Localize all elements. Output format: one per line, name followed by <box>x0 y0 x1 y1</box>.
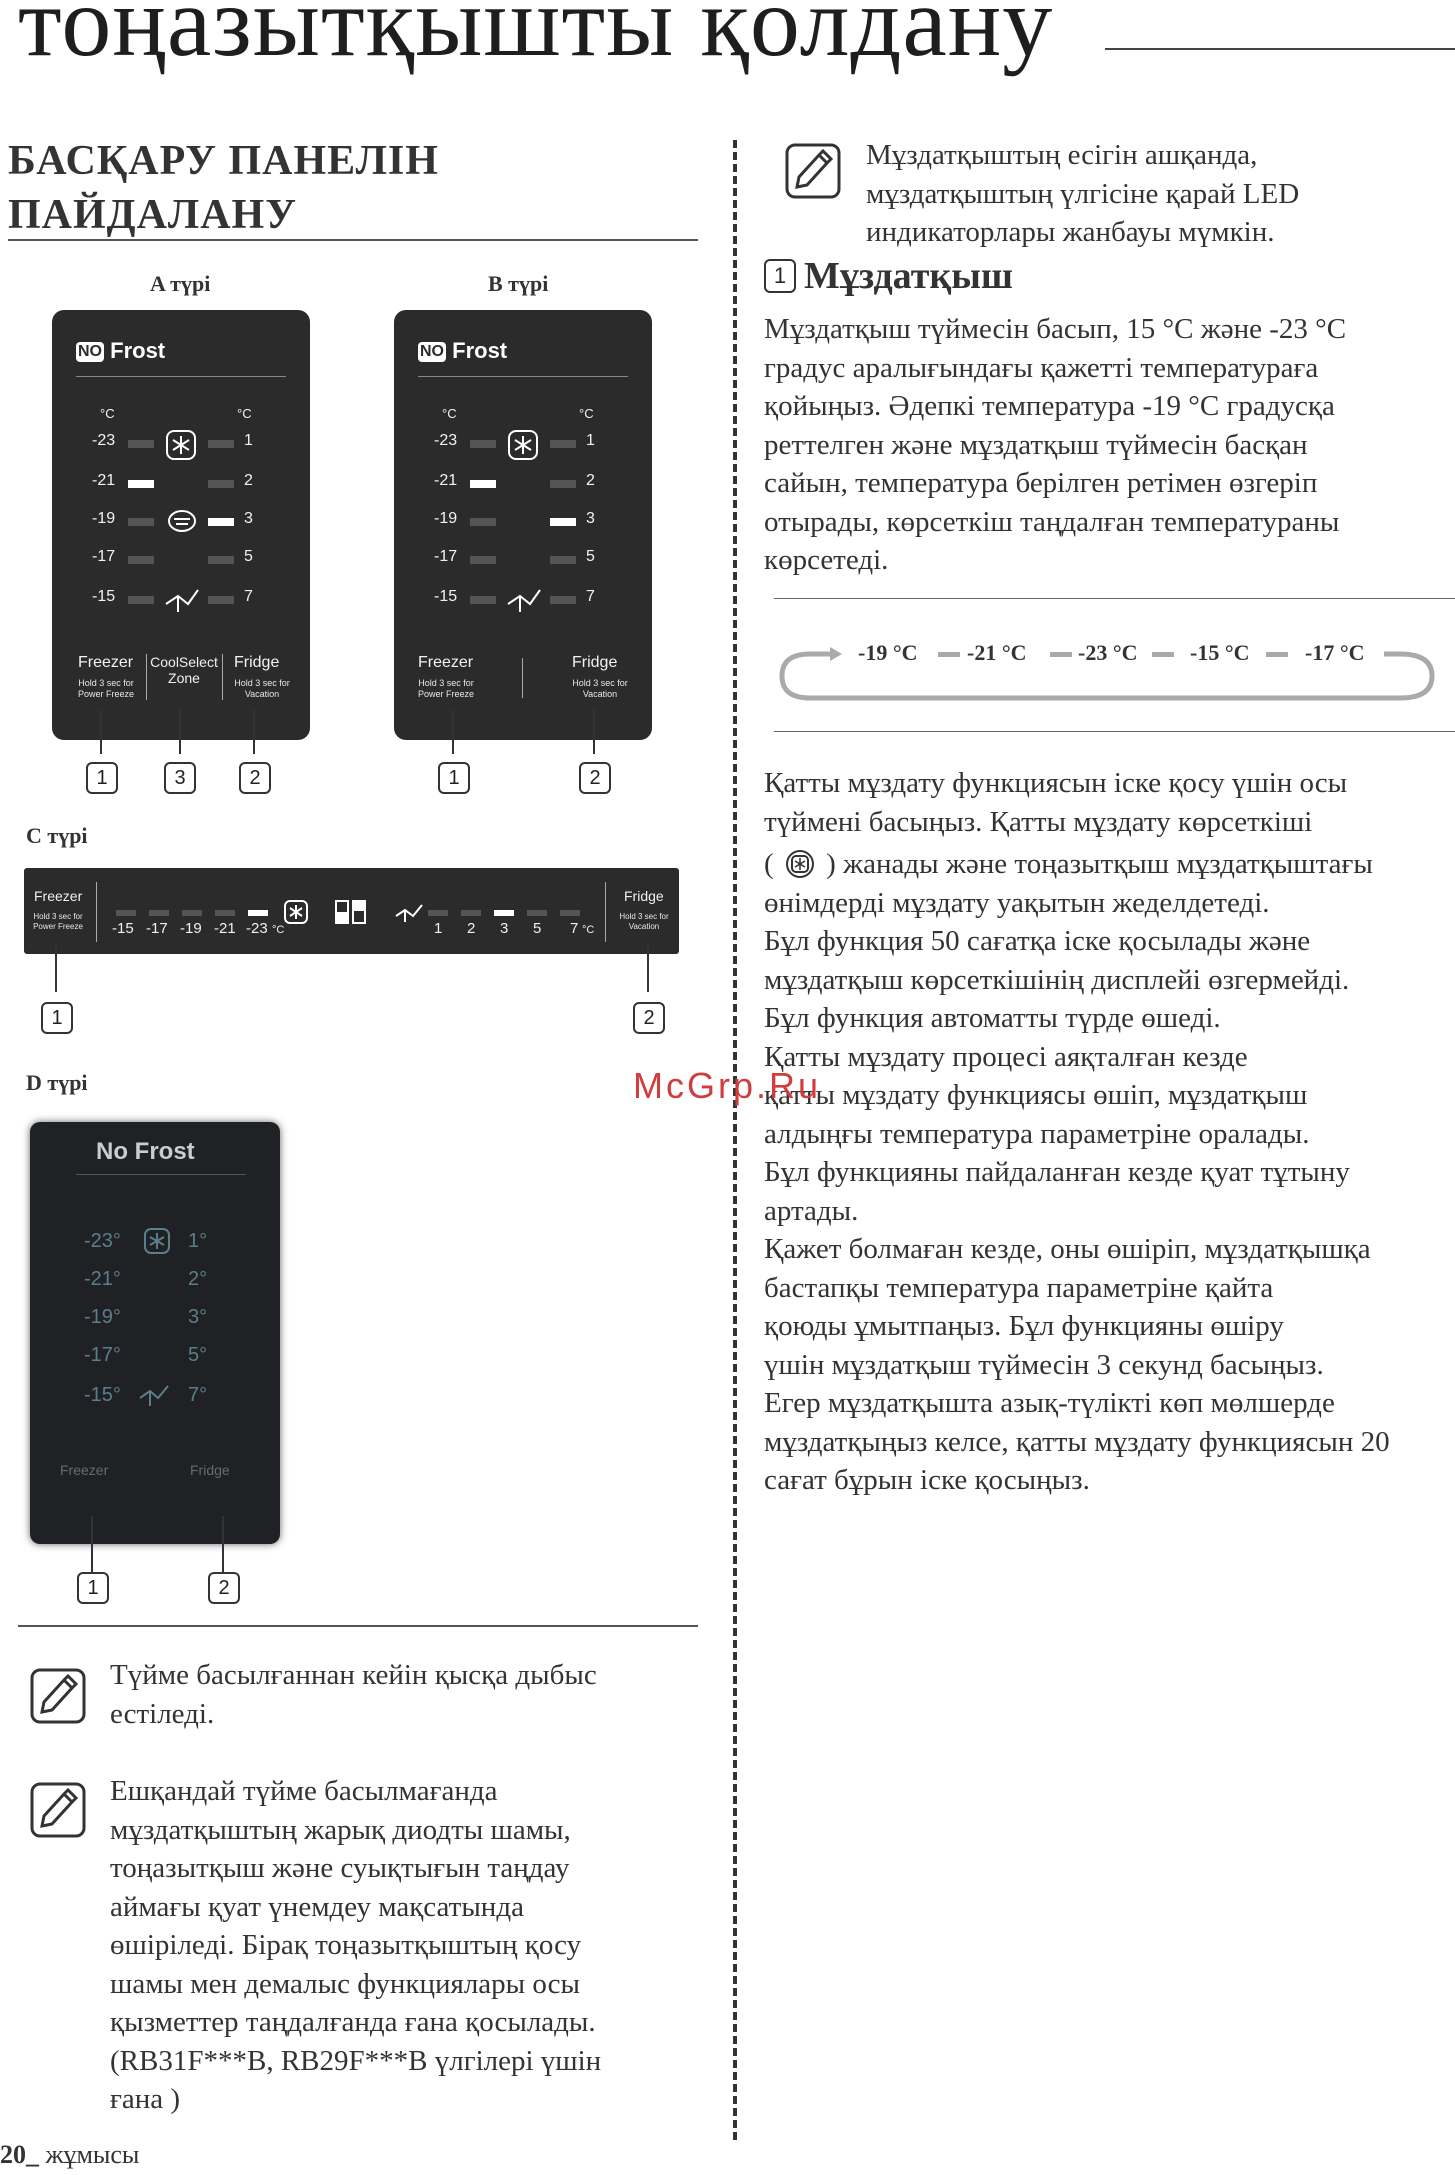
fridge-indicator <box>208 440 234 448</box>
fridge-temp: 7 <box>586 588 595 605</box>
fridge-indicator-active <box>208 518 234 526</box>
callout-line <box>91 1516 93 1578</box>
fridge-indicator <box>550 480 576 488</box>
fridge-temp: 3 <box>586 510 595 527</box>
freezer-indicator <box>128 556 154 564</box>
fridge-hint: Hold 3 sec for Vacation <box>619 912 669 931</box>
freezer-temp: -17 <box>92 548 116 565</box>
callout-1: 1 <box>438 762 470 794</box>
freezer-indicator <box>470 556 496 564</box>
heading-rule <box>8 239 698 241</box>
panel-type-a <box>52 310 310 740</box>
unit-right: °C <box>237 406 252 421</box>
no-frost-logo <box>418 338 507 364</box>
d-fridge-temp: 2° <box>188 1268 208 1290</box>
panel-type-d <box>30 1122 280 1544</box>
callout-2: 2 <box>208 1572 240 1604</box>
freezer-hint: Hold 3 sec for Power Freeze <box>417 678 475 699</box>
vacation-icon <box>164 586 200 614</box>
subheading-text: Мұздатқыш <box>804 255 1013 297</box>
freezer-temp: -21 <box>92 472 116 489</box>
callout-line <box>100 710 102 754</box>
freezer-indicator <box>128 440 154 448</box>
no-logo-badge: NO <box>420 343 444 361</box>
sequence-step: -23 °C <box>1078 640 1138 665</box>
fridge-indicator <box>550 556 576 564</box>
section-heading <box>8 134 688 242</box>
d-fridge-temp: 7° <box>188 1384 208 1406</box>
column-divider <box>733 140 737 2140</box>
freezer-indicator <box>116 910 136 916</box>
fridge-temp: 1 <box>244 432 253 449</box>
unit-left: °C <box>100 406 115 421</box>
footer-section: жұмысы <box>45 2140 140 2169</box>
fridge-temp: 2 <box>244 472 253 489</box>
freezer-indicator-active <box>470 480 496 488</box>
figure-bottom-rule <box>18 1625 698 1627</box>
watermark: McGrp.Ru <box>633 1065 822 1106</box>
freezer-indicator-active <box>248 910 268 916</box>
d-fridge-temp: 1° <box>188 1230 208 1252</box>
d-rule <box>76 1174 246 1175</box>
sequence-step: -17 °C <box>1305 640 1365 665</box>
callout-line <box>452 710 454 754</box>
d-freezer-button[interactable]: Freezer <box>60 1462 109 1478</box>
page-number: 20_ <box>0 2140 39 2169</box>
frost-brand: Frost <box>110 338 166 363</box>
freezer-indicator <box>128 518 154 526</box>
power-freeze-icon <box>508 430 538 460</box>
divider <box>522 658 523 698</box>
c-unit: °C <box>582 924 595 936</box>
freezer-indicator <box>470 596 496 604</box>
fridge-temp: 5 <box>586 548 595 565</box>
sequence-step: -21 °C <box>967 640 1027 665</box>
coolselect-zone-icon <box>166 506 198 534</box>
unit-left: °C <box>442 406 457 421</box>
section-heading-line2: ПАЙДАЛАНУ <box>8 192 298 238</box>
fridge-temp: 5 <box>244 548 253 565</box>
c-freezer-temp: -17 <box>146 920 168 937</box>
freezer-temp: -15 <box>434 588 458 605</box>
freezer-temp: -21 <box>434 472 458 489</box>
unit-right: °C <box>579 406 594 421</box>
fridge-indicator-active <box>494 910 514 916</box>
freezer-indicator <box>215 910 235 916</box>
power-freeze-icon <box>284 900 308 924</box>
c-fridge-temp: 7 <box>570 920 579 937</box>
fridge-indicator <box>550 596 576 604</box>
panel-type-b <box>394 310 652 740</box>
fridge-hint: Hold 3 sec for Vacation <box>234 678 290 699</box>
d-fridge-temp: 5° <box>188 1344 208 1366</box>
fridge-button-label[interactable]: Fridge <box>234 654 280 671</box>
callout-2: 2 <box>579 762 611 794</box>
note-beep: Түйме басылғаннан кейін қысқа дыбыс естіледі. <box>110 1659 597 1730</box>
sequence-step: -19 °C <box>858 640 918 665</box>
c-fridge-temp: 3 <box>500 920 509 937</box>
callout-2: 2 <box>239 762 271 794</box>
freezer-indicator <box>128 596 154 604</box>
panel-type-c <box>24 868 679 954</box>
note-icon <box>785 143 841 199</box>
callout-3: 3 <box>164 762 196 794</box>
freezer-indicator <box>470 518 496 526</box>
freezer-temp: -19 <box>92 510 116 527</box>
fridge-temp: 7 <box>244 588 253 605</box>
sequence-bottom-rule <box>774 731 1455 732</box>
subheading-number: 1 <box>764 259 796 293</box>
no-logo-badge: NO <box>78 343 102 361</box>
fridge-indicator <box>428 910 448 916</box>
vacation-icon <box>138 1382 170 1408</box>
freezer-button-label[interactable]: Freezer <box>34 888 83 904</box>
c-freezer-temp: -21 <box>214 920 236 937</box>
freezer-hint: Hold 3 sec for Power Freeze <box>33 912 83 931</box>
fridge-indicator <box>560 910 580 916</box>
c-unit: °C <box>272 924 285 936</box>
c-fridge-temp: 1 <box>434 920 443 937</box>
c-fridge-temp: 5 <box>533 920 542 937</box>
vacation-icon <box>506 586 542 614</box>
freezer-indicator <box>182 910 202 916</box>
title-rule <box>1105 48 1455 50</box>
callout-line <box>179 710 181 754</box>
panel-b-rule <box>418 376 628 377</box>
callout-1: 1 <box>86 762 118 794</box>
fridge-hint: Hold 3 sec for Vacation <box>572 678 628 699</box>
d-freezer-temp: -19° <box>84 1306 121 1328</box>
c-freezer-temp: -23 <box>246 920 268 937</box>
d-fridge-temp: 3° <box>188 1306 208 1328</box>
freezer-temp: -17 <box>434 548 458 565</box>
freezer-para1: Мұздатқыш түймесін басып, 15 °C және -23 °C градус аралығындағы қажетті температураға қойыңыз. Әдепкі температура -19 °C градусқа реттелген және мұздатқыш түймесін басқан сайын, температура берілген ретімен өзгеріп отырады, көрсеткіш таңдалған температураны көрсетеді. <box>764 313 1347 576</box>
c-freezer-temp: -15 <box>112 920 134 937</box>
fridge-temp: 3 <box>244 510 253 527</box>
type-a-label: A түрі <box>150 271 211 296</box>
freezer-temp: -15 <box>92 588 116 605</box>
d-freezer-temp: -17° <box>84 1344 121 1366</box>
note-power-saving: Ешқандай түйме басылмағанда мұздатқыштың жарық диодты шамы, тоңазытқыш және суықтығын таңдау аймағы қуат үнемдеу мақсатында өшіріледі. Бірақ тоңазытқыштың қосу шамы мен демалыс функциялары осы қызметтер таңдалғанда ғана қосылады. (RB31F***B, RB29F***B үлгілері үшін ғана ) <box>110 1775 602 2115</box>
panel-a-rule <box>76 376 286 377</box>
callout-line <box>593 710 595 754</box>
d-freezer-temp: -15° <box>84 1384 121 1406</box>
sequence-top-rule <box>774 598 1455 599</box>
divider <box>146 654 147 700</box>
freezer-button-label[interactable]: Freezer <box>78 654 134 671</box>
freezer-button-label[interactable]: Freezer <box>418 654 474 671</box>
page-title: тоңазытқышты қолдану <box>18 0 1054 77</box>
freezer-indicator <box>149 910 169 916</box>
type-d-label: D түрі <box>26 1070 88 1095</box>
power-freeze-indicator-icon <box>785 849 815 879</box>
callout-line <box>222 1516 224 1578</box>
divider <box>222 654 223 700</box>
coolselect-zone-icon <box>334 898 368 926</box>
note-icon <box>30 1782 86 1838</box>
power-freeze-icon <box>166 430 196 460</box>
freezer-subheading <box>764 254 1013 298</box>
c-freezer-temp: -19 <box>180 920 202 937</box>
freezer-para2: Қатты мұздату функциясын іске қосу үшін осы түймені басыңыз. Қатты мұздату көрсеткіші ( ) жанады және тоңазытқыш мұздатқыштағы өнімдерді мұздату уақытын жеделдетеді. Бұл функция 50 сағатқа іске қосылады және мұздатқыш көрсеткішінің дисплейі өзгермейді. Бұл функция автоматты түрде өшеді. Қатты мұздату процесі аяқталған кезде қатты мұздату функциясы өшіп, мұздатқыш алдыңғы температура параметріне оралады. Бұл функцияны пайдаланған кезде қуат тұтыну артады. Қажет болмаған кезде, оны өшіріп, мұздатқышқа бастапқы температура параметріне қайта қоюды ұмытпаңыз. Бұл функцияны өшіру үшін мұздатқыш түймесін 3 секунд басыңыз. Егер мұздатқышта азық-түлікті көп мөлшерде мұздатқыңыз келсе, қатты мұздату функциясын 20 сағат бұрын іске қосыңыз. <box>764 767 1390 1496</box>
freezer-hint: Hold 3 sec for Power Freeze <box>77 678 135 699</box>
fridge-indicator <box>208 596 234 604</box>
callout-line <box>253 710 255 754</box>
coolselect-button-label[interactable]: CoolSelect Zone <box>150 654 218 686</box>
fridge-button-label[interactable]: Fridge <box>572 654 618 671</box>
callout-line <box>647 946 649 992</box>
freezer-temp: -19 <box>434 510 458 527</box>
d-no-frost-logo: No Frost <box>96 1138 195 1165</box>
power-freeze-icon <box>144 1228 170 1254</box>
freezer-indicator <box>470 440 496 448</box>
fridge-temp: 1 <box>586 432 595 449</box>
no-frost-logo <box>76 338 165 364</box>
page-footer <box>0 2140 139 2170</box>
fridge-button-label[interactable]: Fridge <box>624 888 664 904</box>
d-freezer-temp: -21° <box>84 1268 121 1290</box>
d-fridge-button[interactable]: Fridge <box>190 1462 230 1478</box>
fridge-indicator <box>208 556 234 564</box>
sequence-step: -15 °C <box>1190 640 1250 665</box>
fridge-indicator-active <box>550 518 576 526</box>
vacation-icon <box>394 902 424 924</box>
callout-2: 2 <box>633 1002 665 1034</box>
fridge-indicator <box>208 480 234 488</box>
d-freezer-temp: -23° <box>84 1230 121 1252</box>
freezer-indicator-active <box>128 480 154 488</box>
freezer-temp: -23 <box>92 432 116 449</box>
frost-brand: Frost <box>452 338 508 363</box>
c-fridge-temp: 2 <box>467 920 476 937</box>
section-heading-line1: БАСҚАРУ ПАНЕЛІН <box>8 138 439 184</box>
note-icon <box>30 1668 86 1724</box>
fridge-indicator <box>461 910 481 916</box>
type-c-label: C түрі <box>26 823 88 848</box>
fridge-indicator <box>527 910 547 916</box>
callout-line <box>55 946 57 992</box>
callout-1: 1 <box>41 1002 73 1034</box>
type-b-label: B түрі <box>488 271 549 296</box>
note-led: Мұздатқыштың есігін ашқанда, мұздатқыштың үлгісіне қарай LED индикаторлары жанбауы мүмкін. <box>866 139 1300 248</box>
fridge-indicator <box>550 440 576 448</box>
divider <box>96 882 97 942</box>
divider <box>605 882 606 942</box>
freezer-temp: -23 <box>434 432 458 449</box>
callout-1: 1 <box>77 1572 109 1604</box>
fridge-temp: 2 <box>586 472 595 489</box>
